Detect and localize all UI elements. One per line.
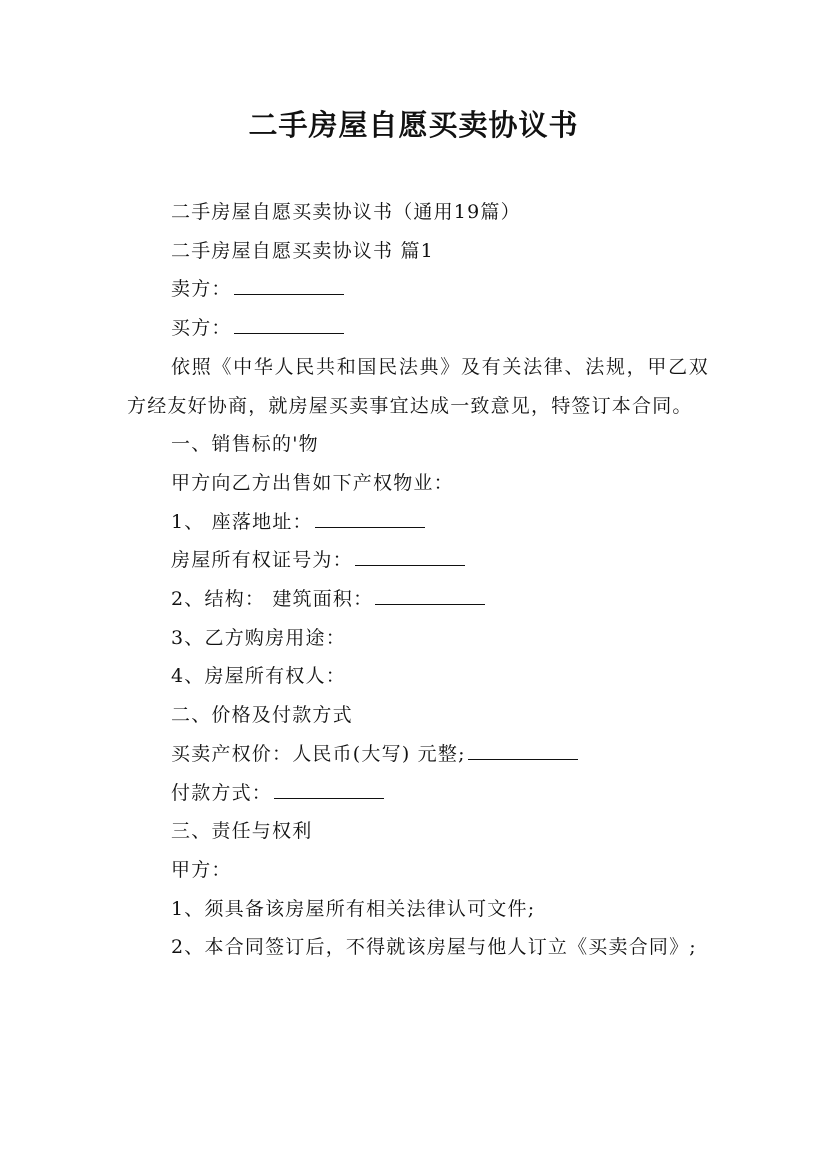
paragraph-subtitle: 二手房屋自愿买卖协议书（通用19篇） bbox=[171, 201, 521, 223]
certificate-blank bbox=[355, 545, 465, 566]
seller-line bbox=[127, 270, 709, 309]
structure-line bbox=[127, 580, 709, 619]
certificate-line bbox=[127, 541, 709, 580]
party-a-heading: 甲方： bbox=[171, 858, 232, 881]
area-blank bbox=[375, 584, 485, 605]
address-line bbox=[127, 503, 709, 542]
buyer-blank bbox=[234, 313, 344, 334]
certificate-label: 房屋所有权证号为： bbox=[171, 549, 353, 572]
payment-label: 付款方式： bbox=[171, 781, 273, 804]
purpose-line: 3、乙方购房用途： bbox=[171, 626, 346, 649]
section-2-heading: 二、价格及付款方式 bbox=[171, 704, 353, 727]
buyer-label: 买方： bbox=[171, 317, 232, 340]
payment-blank bbox=[274, 778, 384, 799]
owner-line: 4、房屋所有权人： bbox=[171, 665, 346, 688]
party-a-item-1: 1、须具备该房屋所有相关法律认可文件; bbox=[171, 897, 536, 920]
payment-line bbox=[127, 774, 709, 813]
address-label: 1、 座落地址： bbox=[171, 510, 313, 533]
section-3-heading: 三、责任与权利 bbox=[171, 820, 313, 843]
paragraph-sale-intro: 甲方向乙方出售如下产权物业： bbox=[171, 471, 454, 494]
party-a-item-2: 2、本合同签订后，不得就该房屋与他人订立《买卖合同》; bbox=[171, 936, 697, 959]
document-body bbox=[127, 193, 709, 967]
structure-label: 2、结构： 建筑面积： bbox=[171, 588, 374, 611]
seller-label: 卖方： bbox=[171, 278, 232, 301]
price-line bbox=[127, 735, 709, 774]
buyer-line bbox=[127, 309, 709, 348]
address-blank bbox=[315, 507, 425, 528]
paragraph-chapter-heading: 二手房屋自愿买卖协议书 篇1 bbox=[171, 239, 434, 262]
paragraph-intro: 依照《中华人民共和国民法典》及有关法律、法规，甲乙双方经友好协商，就房屋买卖事宜达成一致意见，特签订本合同。 bbox=[127, 355, 709, 417]
document-title: 二手房屋自愿买卖协议书 bbox=[248, 108, 579, 142]
price-blank bbox=[468, 739, 578, 760]
section-1-heading: 一、销售标的'物 bbox=[171, 433, 319, 456]
price-label: 买卖产权价：人民币(大写) 元整; bbox=[171, 742, 466, 765]
seller-blank bbox=[234, 274, 344, 295]
